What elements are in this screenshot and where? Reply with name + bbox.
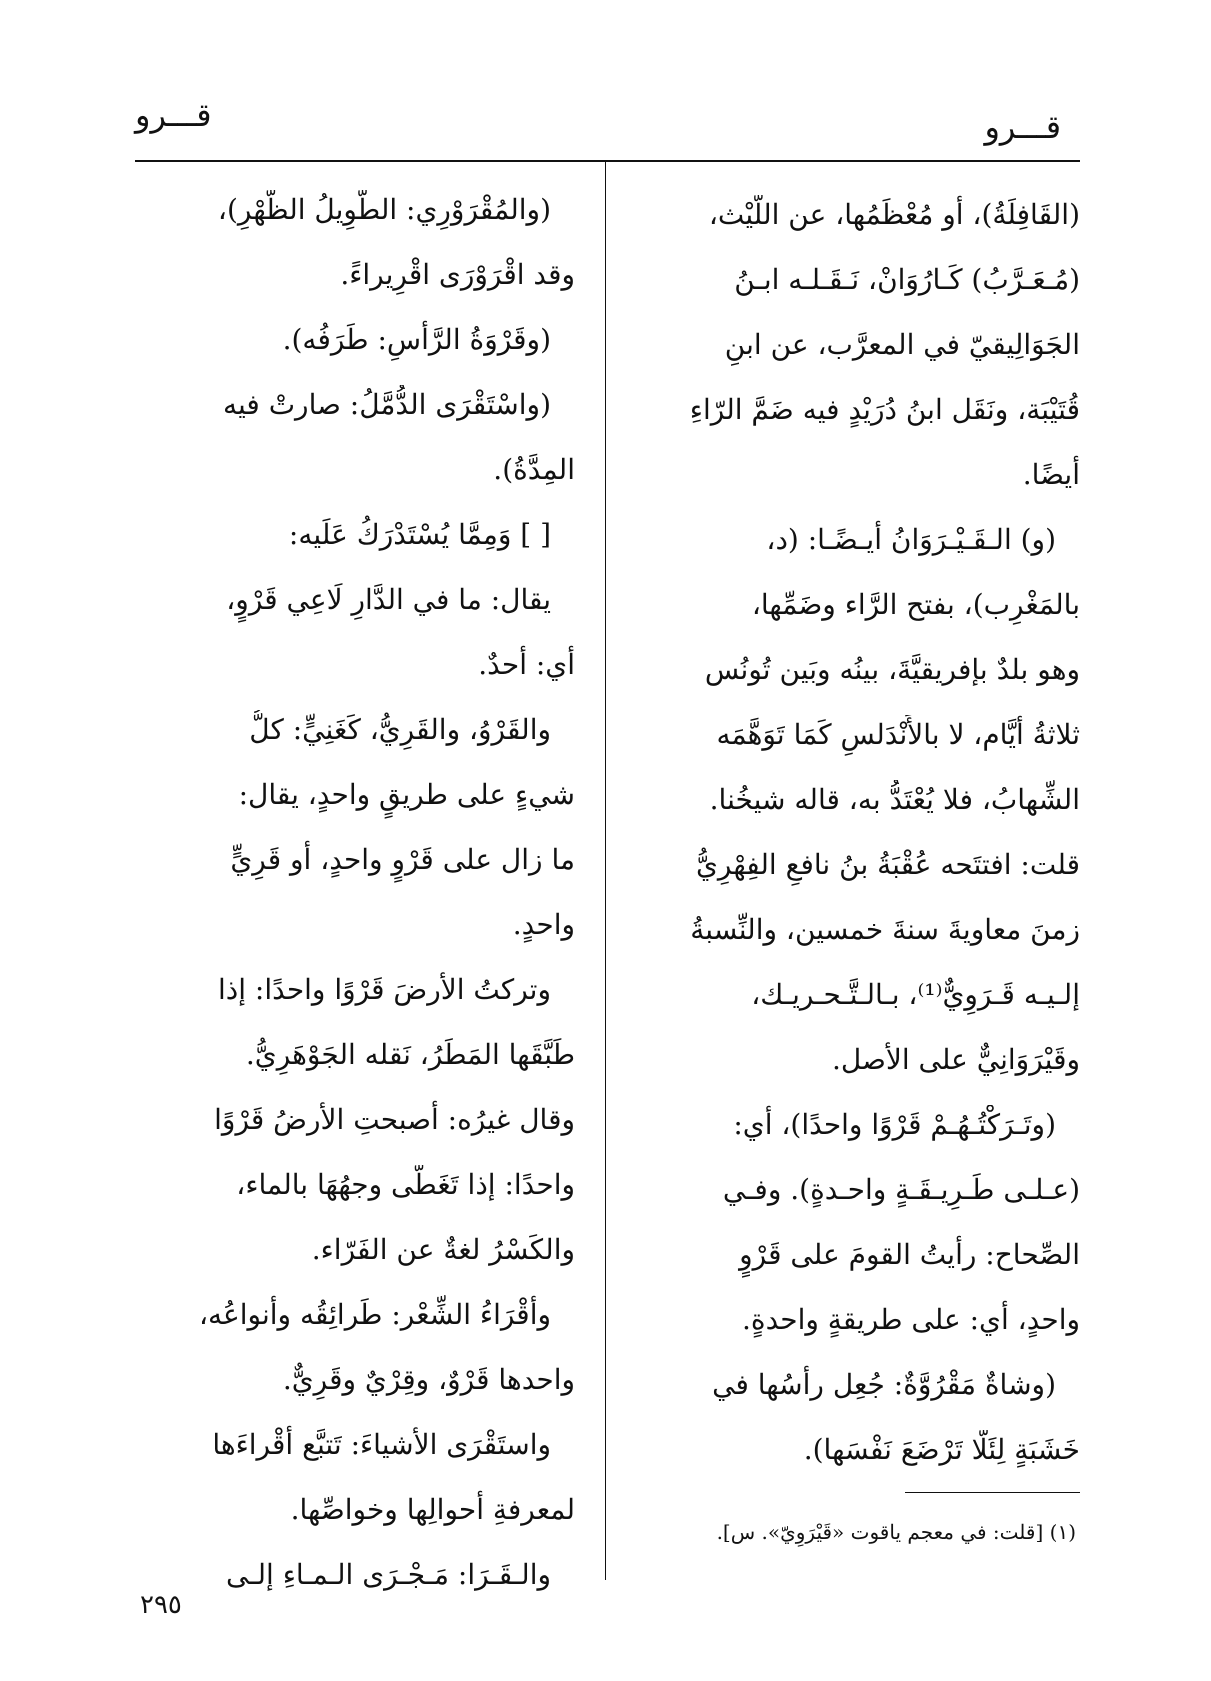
- text-line: الجَوَالِيقيّ في المعرَّب، عن ابنِ: [724, 328, 1080, 361]
- page-number: ٢٩٥: [140, 1590, 182, 1620]
- text-line: واستَقْرَى الأشياءَ: تَتبَّع أَقْراءَها: [212, 1428, 551, 1461]
- text-line: طَبَّقَها المَطَرُ، نَقله الجَوْهَرِيُّ.: [245, 1038, 575, 1071]
- text-line: المِدَّةُ).: [493, 453, 575, 486]
- text-line: (والمُقْرَوْرِي: الطَّوِيلُ الظَّهْرِ)،: [217, 193, 551, 226]
- text-line: (وقَرْوَةُ الرَّأْسِ: طَرَفُه).: [282, 323, 551, 356]
- footnote: (١) [قلت: في معجم ياقوت «قَيْرَوِيّ». س].: [716, 1520, 1076, 1544]
- text-line: واحدًا: إذا تَغَطَّى وجهُهَا بالماء،: [236, 1168, 575, 1201]
- text-line: الصِّحاح: رأيتُ القومَ على قَرْوٍ: [739, 1238, 1080, 1271]
- column-divider: [605, 160, 606, 1580]
- text-line: وأَقْرَاءُ الشِّعْر: طَرائِقُه وأنواعُه،: [198, 1298, 551, 1331]
- text-line: زمنَ معاويةَ سنةَ خمسين، والنِّسبةُ: [690, 913, 1080, 946]
- text-line: يقال: ما في الدَّارِ لَاعِي قَرْوٍ،: [226, 583, 551, 616]
- text-line: والـقَـرَا: مَـجْـرَى الـمـاءِ إلـى: [225, 1558, 551, 1591]
- text-line: والقَرْوُ، والقَرِيُّ، كَغَنِيٍّ: كلُّ: [249, 713, 551, 746]
- text-line: وقد اقْرَوْرَى اقْرِيراءً.: [340, 258, 575, 291]
- text-line: لمعرفةِ أحوالِها وخواصِّها.: [290, 1493, 575, 1526]
- text-line: (و) الـقَـيْـرَوَانُ أيـضًـا: (د،: [766, 523, 1056, 556]
- text-line: الشِّهابُ، فلا يُعْتَدُّ به، قاله شيخُنا.: [709, 783, 1080, 816]
- right-column: [625, 195, 1080, 1495]
- text-line: (وشاةٌ مَقْرُوَّةٌ: جُعِل رأسُها في: [712, 1368, 1056, 1401]
- text-line: وهو بلدٌ بإفريقيَّةَ، بينُه وبَين تُونُس: [704, 653, 1080, 686]
- header-rule: [135, 160, 1080, 162]
- text-line: وقال غيرُه: أصبحتِ الأرضُ قَرْوًا: [214, 1103, 575, 1136]
- text-line: شيءٍ على طريقٍ واحدٍ، يقال:: [238, 778, 575, 811]
- text-line: والكَسْرُ لغةٌ عن الفَرّاء.: [311, 1233, 575, 1266]
- text-line: قُتَيْبَة، ونَقَل ابنُ دُرَيْدٍ فيه ضَمَّ الرّاءِ: [689, 393, 1080, 426]
- left-column: [125, 190, 575, 1620]
- text-line: (مُـعَـرَّبُ) كَـارُوَانْ، نَـقَـلـه ابـنُ: [734, 263, 1080, 296]
- text-line: [ ] وَمِمَّا يُسْتَدْرَكُ عَلَيه:: [288, 518, 551, 551]
- footnote-rule: [905, 1492, 1080, 1493]
- text-line: واحدٍ، أي: على طريقةٍ واحدةٍ.: [742, 1303, 1080, 1336]
- text-line: (القَافِلَةُ)، أَو مُعْظَمُها، عن اللَّيْث،: [708, 198, 1080, 231]
- text-line: (وتَـرَكْتُـهُـمْ قَرْوًا واحدًا)، أي:: [733, 1108, 1056, 1141]
- text-line: إلـيـه قَـرَوِيٌّ⁽¹⁾، بـالـتَّـحـريـك،: [751, 978, 1080, 1011]
- text-line: بالمَغْرِب)، بفتح الرَّاء وضَمِّها،: [751, 588, 1080, 621]
- text-line: (واسْتَقْرَى الدُّمَّلُ: صارتْ فيه: [222, 388, 551, 421]
- text-line: ثلاثةُ أَيَّام، لا بالأَنْدَلسِ كَمَا تَوَهَّمَه: [716, 718, 1080, 751]
- text-line: أيضًا.: [1022, 458, 1080, 491]
- text-line: واحدها قَرْوٌ، وقِرْيٌ وقَرِيٌّ.: [282, 1363, 575, 1396]
- text-line: خَشَبَةٍ لِئَلَّا تَرْضَعَ نَفْسَها).: [803, 1433, 1080, 1466]
- text-line: قلت: افتتَحه عُقْبَةُ بنُ نافعِ الفِهْرِيُّ: [695, 848, 1080, 881]
- text-line: أي: أحدٌ.: [478, 648, 575, 681]
- running-header-left: قـــرو: [135, 96, 212, 134]
- text-line: واحدٍ.: [512, 908, 575, 941]
- running-header-right: قـــرو: [984, 108, 1061, 146]
- text-line: ما زال على قَرْوٍ واحدٍ، أو قَرِيٍّ: [230, 843, 575, 876]
- text-line: وتركتُ الأرضَ قَرْوًا واحدًا: إذا: [218, 973, 551, 1006]
- text-line: وقَيْرَوَانِيٌّ على الأصل.: [832, 1043, 1080, 1076]
- text-line: (عـلـى طَـرِيـقَـةٍ واحـدةٍ). وفـي: [722, 1173, 1080, 1206]
